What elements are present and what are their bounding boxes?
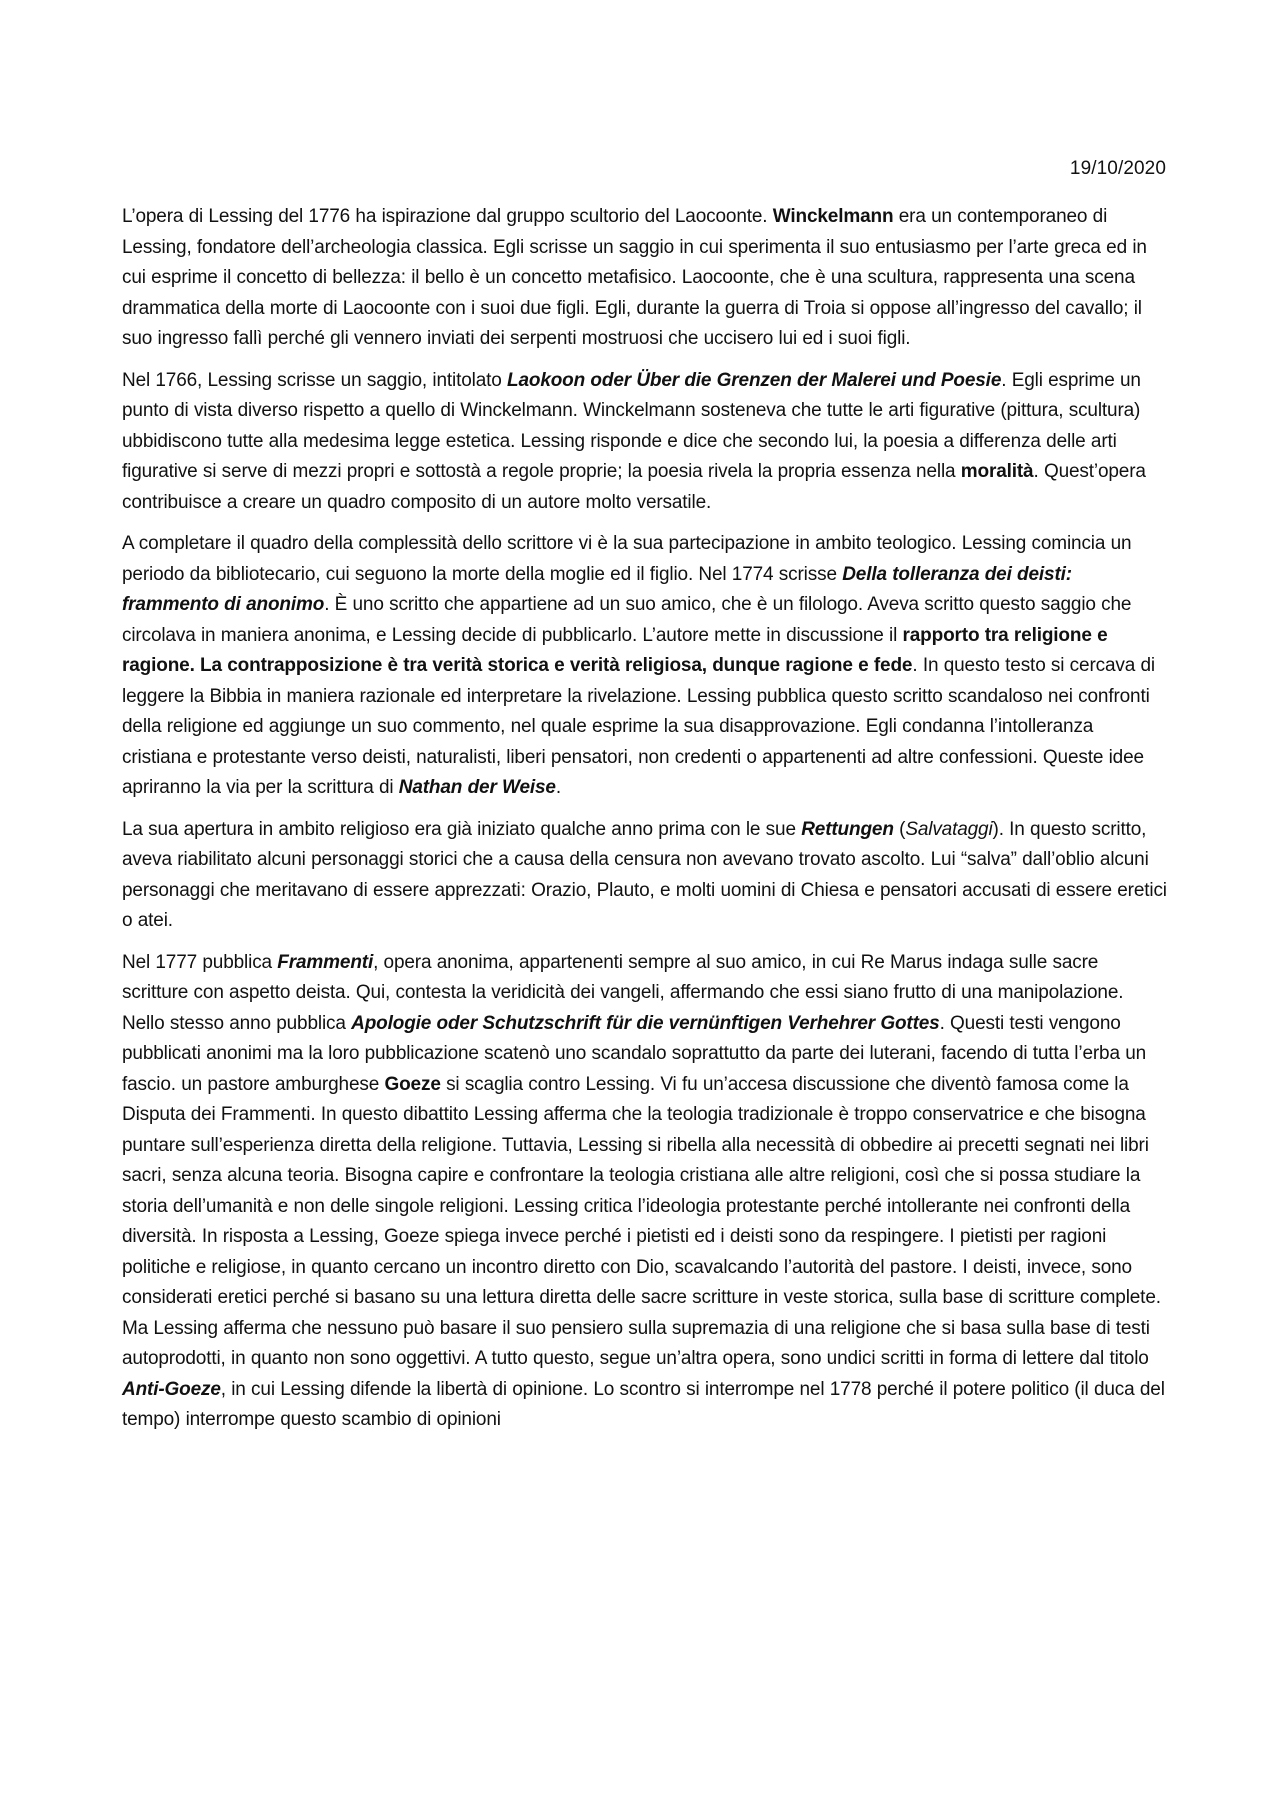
text-run: , opera anonima, appartenenti sempre al suo amico, in cui Re Marus indaga sulle sacre scritture con aspetto deista. Qui, contesta la veridicità dei vangeli, affermando che essi siano frutto di una manipolazione. Nello stesso anno pubblica	[122, 951, 1124, 1034]
bold-italic-run	[351, 1013, 939, 1034]
bold-run: moralità	[960, 461, 1034, 482]
text-run: L’opera di Lessing del 1776 ha ispirazione dal gruppo scultorio del Laocoonte.	[122, 206, 773, 227]
paragraph	[122, 366, 1167, 519]
bold-italic-run	[122, 1379, 221, 1400]
text-run: . Egli esprime un punto di vista diverso rispetto a quello di Winckelmann. Winckelmann sosteneva che tutte le arti figurative (pittura, scultura) ubbidiscono tutte alla medesima legge estetica. Lessing risponde e dice che secondo lui, la poesia a differenza delle arti figurative si serve di mezzi propri e sottostà a regole proprie; la poesia rivela la propria essenza nella	[122, 369, 1141, 482]
text-run: (	[893, 818, 906, 840]
text-run: . Questi testi vengono pubblicati anonimi ma la loro pubblicazione scatenò uno scandalo soprattutto da parte dei luterani, facendo di tutta l’erba un fascio. un pastore amburghese	[122, 1012, 1147, 1095]
bold-italic-run	[507, 370, 1001, 391]
text-run: A completare il quadro della complessità dello scrittore vi è la sua partecipazione in ambito teologico. Lessing comincia un periodo da bibliotecario, cui seguono la morte della moglie ed il figlio. Nel 1774 scrisse	[122, 533, 1132, 585]
bold-italic-run	[399, 777, 556, 798]
text-run: . È uno scritto che appartiene ad un suo amico, che è un filologo. Aveva scritto questo saggio che circolava in maniera anonima, e Lessing decide di pubblicarlo. L’autore mette in discussione il	[122, 594, 1132, 646]
bold-italic-run	[801, 819, 894, 840]
text-run: era un contemporaneo di Lessing, fondatore dell’archeologia classica. Egli scrisse un saggio in cui sperimenta il suo entusiasmo per l’arte greca ed in cui esprime il concetto di bellezza: il bello è un concetto metafisico. Laocoonte, che è una scultura, rappresenta una scena drammatica della morte di Laocoonte con i suoi due figli. Egli, durante la guerra di Troia si oppose all’ingresso del cavallo; il suo ingresso fallì perché gli vennero inviati dei serpenti mostruosi che uccisero lui ed i suoi figli.	[122, 206, 1147, 349]
bold-run: Winckelmann	[772, 206, 894, 227]
italic-run: Salvataggi	[905, 818, 993, 840]
document-body	[122, 202, 1167, 1447]
document-date: 19/10/2020	[1069, 158, 1166, 179]
bold-italic-run	[277, 952, 373, 973]
text-run: Nel 1766, Lessing scrisse un saggio, intitolato	[122, 369, 507, 391]
paragraph	[122, 202, 1167, 355]
text-run: Nel 1777 pubblica	[122, 951, 278, 973]
emphasis-text: Apologie oder Schutzschrift für die vernünftigen Verhehrer Gottes	[351, 1012, 940, 1034]
text-run: . In questo testo si cercava di leggere la Bibbia in maniera razionale ed interpretare la rivelazione. Lessing pubblica questo scritto scandaloso nei confronti della religione ed aggiunge un suo commento, nel quale esprime la sua disapprovazione. Egli condanna l’intolleranza cristiana e protestante verso deisti, naturalisti, liberi pensatori, non credenti o appartenenti ad altre confessioni. Queste idee apriranno la via per la scrittura di	[122, 655, 1155, 798]
emphasis-text: Laokoon oder Über die Grenzen der Malerei und Poesie	[506, 369, 1002, 391]
paragraph	[122, 815, 1167, 937]
text-run: . Quest’opera contribuisce a creare un quadro composito di un autore molto versatile.	[122, 461, 1146, 513]
text-run: si scaglia contro Lessing. Vi fu un’accesa discussione che diventò famosa come la Disputa dei Frammenti. In questo dibattito Lessing afferma che la teologia tradizionale è troppo conservatrice e che bisogna puntare sull’esperienza diretta della religione. Tuttavia, Lessing si ribella alla necessità di obbedire ai precetti segnati nei libri sacri, senza alcuna teoria. Bisogna capire e confrontare la teologia cristiana alle altre religioni, così che si possa studiare la storia dell’umanità e non delle singole religioni. Lessing critica l’ideologia protestante perché intollerante nei confronti della diversità. In risposta a Lessing, Goeze spiega invece perché i pietisti ed i deisti sono da respingere. I pietisti per ragioni politiche e religiose, in quanto cercano un incontro diretto con Dio, scavalcando l’autorità del pastore. I deisti, invece, sono considerati eretici perché si basano su una lettura diretta delle sacre scritture in veste storica, sulla base di scritture complete. Ma Lessing afferma che nessuno può basare il suo pensiero sulla supremazia di una religione che si basa sulla base di testi autoprodotti, in quanto non sono oggettivi. A tutto questo, segue un’altra opera, sono undici scritti in forma di lettere dal titolo	[122, 1073, 1161, 1369]
text-run: , in cui Lessing difende la libertà di opinione. Lo scontro si interrompe nel 1778 perché il potere politico (il duca del tempo) interrompe questo scambio di opinioni	[122, 1378, 1165, 1430]
paragraph	[122, 529, 1167, 804]
emphasis-text: Nathan der Weise	[398, 777, 556, 798]
bold-run: rapporto tra religione e ragione. La contrapposizione è tra verità storica e verità religiosa, dunque ragione e fede	[122, 624, 1108, 676]
emphasis-text: Anti-Goeze	[122, 1378, 221, 1400]
text-run: .	[555, 777, 561, 798]
emphasis-text: Frammenti	[277, 951, 374, 973]
text-run: ). In questo scritto, aveva riabilitato alcuni personaggi storici che a causa della censura non avevano trovato ascolto. Lui “salva” dall’oblio alcuni personaggi che meritavano di essere apprezzati: Orazio, Plauto, e molti uomini di Chiesa e pensatori accusati di essere eretici o atei.	[122, 818, 1167, 931]
emphasis-text: Rettungen	[801, 818, 894, 840]
paragraph	[122, 948, 1167, 1436]
emphasis-text: Della tolleranza dei deisti: frammento di anonimo	[122, 563, 1072, 615]
text-run: La sua apertura in ambito religioso era già iniziato qualche anno prima con le sue	[122, 818, 802, 840]
bold-run: Goeze	[384, 1073, 441, 1095]
